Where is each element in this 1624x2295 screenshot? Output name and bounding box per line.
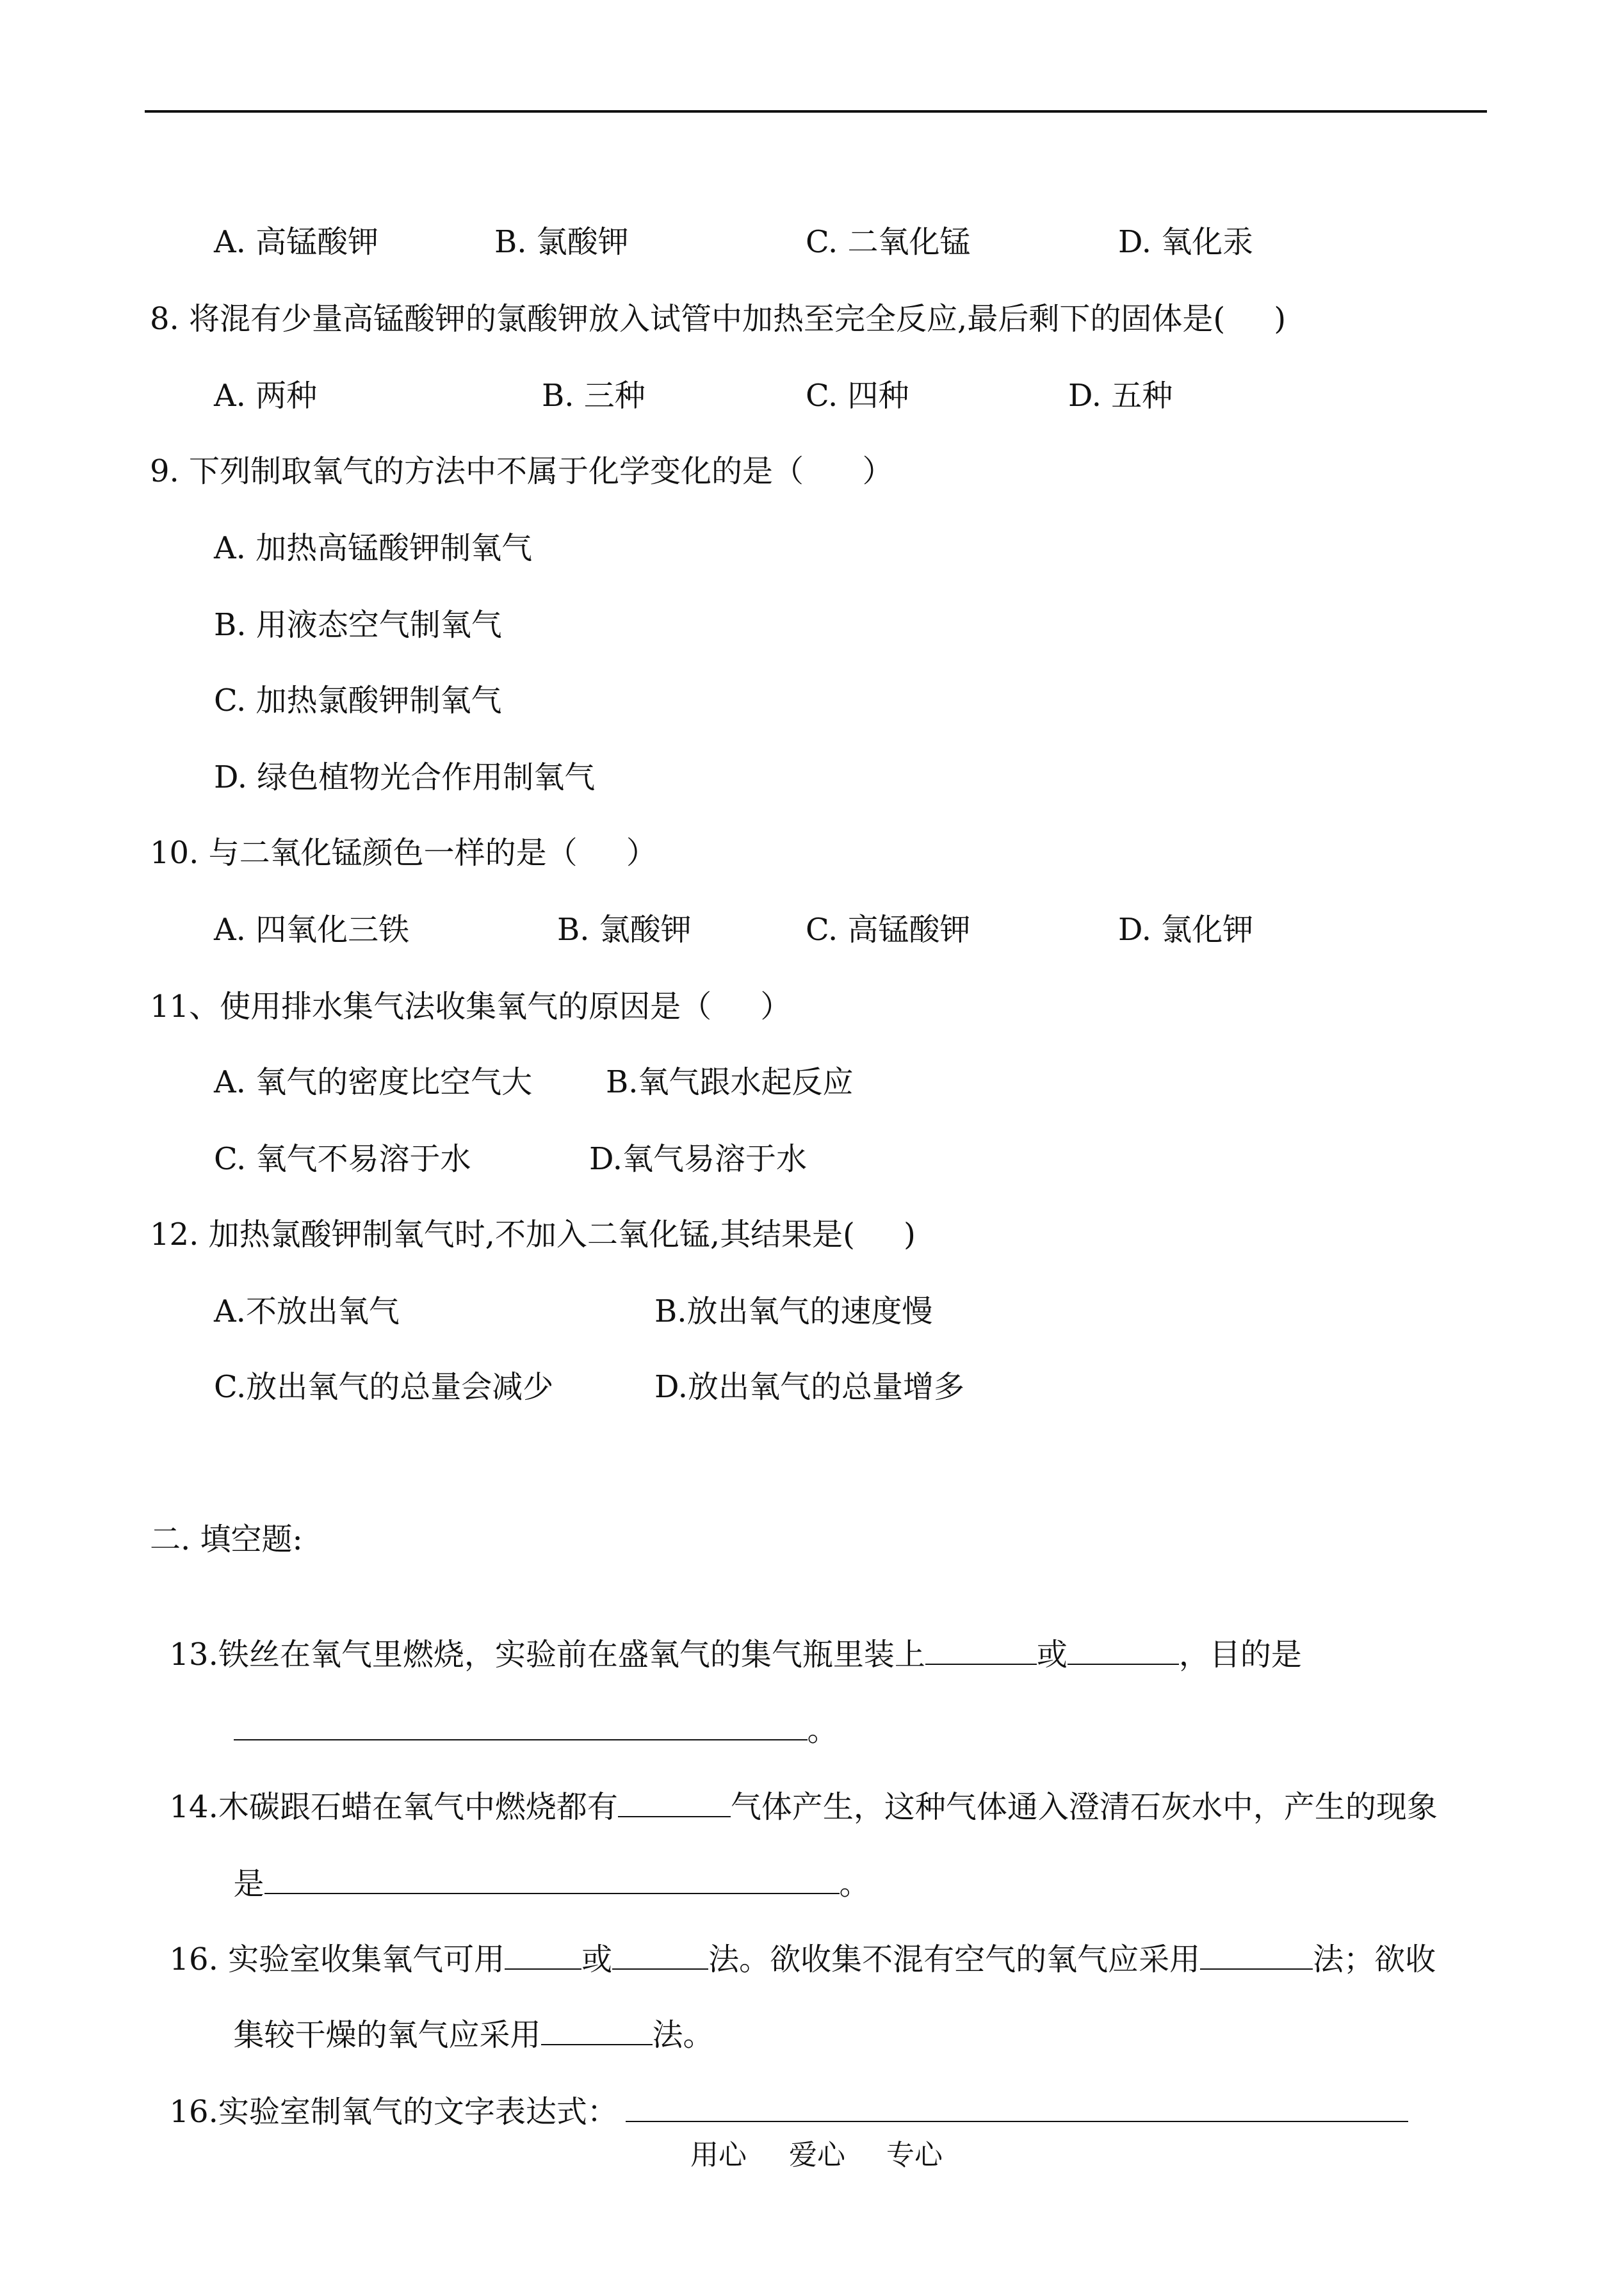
q16a-blank-2[interactable]: [612, 1940, 708, 1970]
q14-text-1: 14.木碳跟石蜡在氧气中燃烧都有: [169, 1789, 618, 1825]
q10-stem: 10. 与二氧化锰颜色一样的是（ ）: [150, 835, 657, 871]
q16b-text-1: 16.实验室制氧气的文字表达式：: [169, 2094, 618, 2130]
q16a-blank-3[interactable]: [1200, 1940, 1313, 1970]
q11-option-b: B.氧气跟水起反应: [606, 1064, 854, 1100]
q13-blank-2[interactable]: [1068, 1635, 1179, 1665]
footer-item-3: 专心: [886, 2139, 943, 2171]
q8-option-b: B. 三种: [542, 378, 646, 414]
q8-stem: 8. 将混有少量高锰酸钾的氯酸钾放入试管中加热至完全反应,最后剩下的固体是( ): [150, 301, 1287, 337]
q14-line-1: [150, 1749, 1438, 1825]
footer-item-1: 用心: [690, 2139, 747, 2171]
section-heading: 二. 填空题:: [150, 1521, 303, 1557]
q8-option-c: C. 四种: [806, 378, 909, 414]
q16a-text-3: 法。欲收集不混有空气的氧气应采用: [708, 1942, 1201, 1977]
q10-option-a: A. 四氧化三铁: [214, 912, 410, 948]
q9-option-a: A. 加热高锰酸钾制氧气: [214, 530, 533, 566]
q11-stem: 11、使用排水集气法收集氧气的原因是（ ）: [150, 989, 792, 1025]
q8-option-a: A. 两种: [214, 378, 318, 414]
q12-option-a: A.不放出氧气: [214, 1293, 400, 1329]
q8-option-d: D. 五种: [1068, 378, 1173, 414]
q16a-text-4: 法；欲收: [1313, 1942, 1436, 1977]
q16a-blank-4[interactable]: [541, 2016, 653, 2045]
q13-text-1: 13.铁丝在氧气里燃烧，实验前在盛氧气的集气瓶里装上: [169, 1637, 925, 1673]
q13-blank-1[interactable]: [925, 1635, 1037, 1665]
q11-option-d: D.氧气易溶于水: [589, 1141, 808, 1177]
q10-option-d: D. 氯化钾: [1118, 912, 1254, 948]
q14-blank-2[interactable]: [264, 1865, 840, 1894]
q11-option-a: A. 氧气的密度比空气大: [214, 1064, 533, 1100]
q16a-text-1: 16. 实验室收集氧气可用: [169, 1942, 505, 1977]
q16a-text-6: 法。: [652, 2017, 714, 2053]
q14-text-4: 。: [839, 1866, 870, 1902]
q7-option-d: D. 氧化汞: [1118, 224, 1254, 260]
q10-option-b: B. 氯酸钾: [557, 912, 692, 948]
q13-blank-3[interactable]: [234, 1711, 808, 1740]
q9-stem: 9. 下列制取氧气的方法中不属于化学变化的是（ ）: [150, 453, 893, 489]
q7-option-a: A. 高锰酸钾: [214, 224, 379, 260]
q13-text-2: 或: [1036, 1637, 1068, 1673]
q14-blank-1[interactable]: [618, 1788, 731, 1817]
q16b-blank-1[interactable]: [626, 2093, 1408, 2122]
q16a-text-2: 或: [581, 1942, 613, 1977]
q16b-line: [150, 2054, 1408, 2130]
q12-option-c: C.放出氧气的总量会减少: [214, 1369, 554, 1405]
q16a-line-2: [214, 1977, 714, 2053]
q14-text-3: 是: [233, 1866, 264, 1902]
q11-option-c: C. 氧气不易溶于水: [214, 1141, 471, 1177]
q13-text-4: 。: [807, 1712, 838, 1748]
q16a-text-5: 集较干燥的氧气应采用: [233, 2017, 541, 2053]
q9-option-d: D. 绿色植物光合作用制氧气: [214, 759, 596, 795]
q10-option-c: C. 高锰酸钾: [806, 912, 971, 948]
q16a-blank-1[interactable]: [505, 1940, 581, 1970]
q14-text-2: 气体产生，这种气体通入澄清石灰水中，产生的现象: [730, 1789, 1438, 1825]
footer-item-2: 爱心: [789, 2139, 845, 2171]
q7-option-c: C. 二氧化锰: [806, 224, 971, 260]
q13-line-1: [150, 1597, 1302, 1673]
q7-option-b: B. 氯酸钾: [494, 224, 629, 260]
q12-option-d: D.放出氧气的总量增多: [654, 1369, 965, 1405]
q16a-line-1: [150, 1902, 1436, 1977]
q13-line-2: [214, 1673, 838, 1748]
q13-text-3: ，目的是: [1178, 1637, 1302, 1673]
q12-stem: 12. 加热氯酸钾制氧气时,不加入二氧化锰,其结果是( ): [150, 1217, 916, 1253]
header-rule: [145, 110, 1487, 113]
q14-line-2: [214, 1826, 870, 1902]
q12-option-b: B.放出氧气的速度慢: [654, 1293, 933, 1329]
page-footer: [0, 2136, 1624, 2175]
q9-option-b: B. 用液态空气制氧气: [214, 607, 502, 643]
q9-option-c: C. 加热氯酸钾制氧气: [214, 683, 502, 718]
